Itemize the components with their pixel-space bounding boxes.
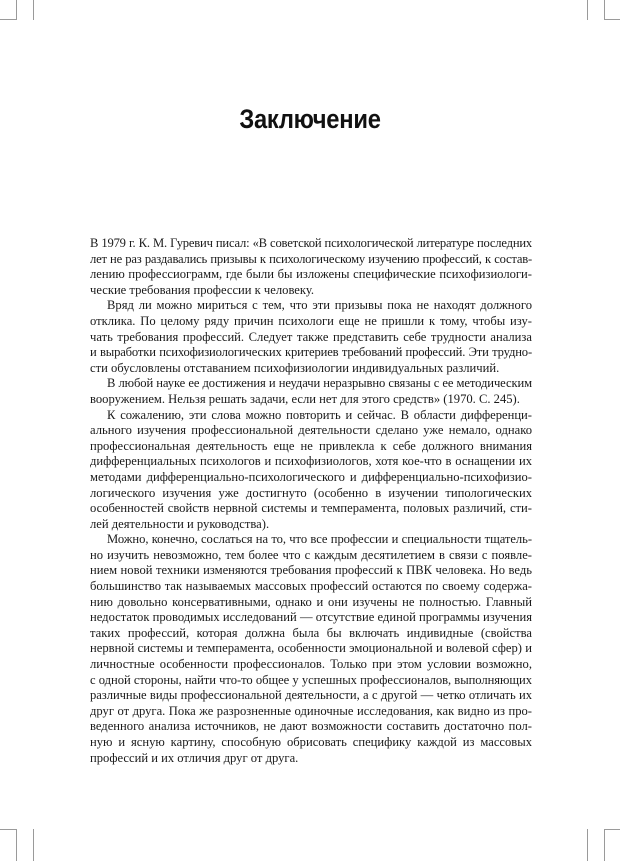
- text-line: сти обусловлены отставанием психофизиологии индивидуальных различий.: [90, 360, 500, 375]
- text-line: особенностей свойств нервной системы и темперамента, половых различий, сти-: [90, 501, 532, 516]
- text-line: веденного анализа источников, не дают возможности составить достаточно пол-: [90, 719, 532, 734]
- text-line: недостаток проводимых исследований — отсутствие единой программы изучения: [90, 610, 532, 625]
- text-line: чать требования профессий. Следует также представить себе трудности анализа: [90, 329, 532, 344]
- crop-mark-top-left: [33, 0, 34, 20]
- crop-mark-bottom-left-inner: [16, 829, 17, 861]
- text-line: с одной стороны, найти что-то общее у успешных профессионалов, выполняющих: [90, 672, 532, 687]
- text-line: таких профессий, которая должна была бы включать индивидные (свойства: [90, 625, 532, 640]
- paragraph: [90, 298, 532, 376]
- text-line: различные виды профессиональной деятельности, а с другой — четко отличать их: [90, 688, 532, 703]
- paragraph: [90, 532, 532, 766]
- crop-mark-top-right: [587, 0, 588, 20]
- crop-mark-top-left-h: [0, 19, 16, 20]
- text-line: но изучить невозможно, тем более что с каждым десятилетием в связи с появле-: [90, 547, 532, 562]
- crop-mark-top-right-inner: [604, 0, 605, 20]
- crop-mark-bottom-left: [33, 829, 34, 861]
- body-text: [90, 236, 532, 766]
- text-line: нием новой техники изменяются требования профессий к ПВК человека. Но ведь: [90, 563, 532, 578]
- text-line: дифференциальных психологов и психофизиологов, хотя кое-что в оснащении их: [90, 454, 532, 469]
- crop-mark-bottom-right-h: [604, 829, 620, 830]
- crop-mark-top-right-h: [604, 19, 620, 20]
- text-line: профессий и их отличия друг от друга.: [90, 750, 299, 765]
- text-line: личностные особенности профессионалов. Только при этом условии возможно,: [90, 657, 532, 672]
- text-line: В 1979 г. К. М. Гуревич писал: «В советской психологической литературе последних: [90, 236, 532, 250]
- paragraph: [90, 236, 532, 298]
- paragraph: [90, 376, 532, 407]
- text-line: профессиональная деятельность еще не привлекла к себе должного внимания: [90, 438, 532, 453]
- crop-mark-bottom-left-h: [0, 829, 16, 830]
- crop-mark-bottom-right-inner: [604, 829, 605, 861]
- paragraph: [90, 408, 532, 533]
- page-title: Заключение: [239, 104, 381, 134]
- text-line: логического изучения уже достигнуто (особенно в изучении типологических: [90, 485, 532, 500]
- text-line: нервной системы и темперамента, особенности эмоциональной и волевой сфер) и: [90, 641, 532, 656]
- text-line: отклика. По целому ряду причин психологи еще не пришли к тому, чтобы изу-: [90, 313, 532, 328]
- text-line: ную и ясную картину, способную обрисовать специфику каждой из массовых: [90, 735, 532, 749]
- text-line: Вряд ли можно мириться с тем, что эти призывы пока не находят должного: [107, 298, 532, 313]
- text-line: большинство так называемых массовых профессий остаются по своему содержа-: [90, 579, 532, 594]
- text-line: К сожалению, эти слова можно повторить и сейчас. В области дифференци-: [107, 407, 532, 422]
- text-line: ческие требования профессии к человеку.: [90, 282, 315, 297]
- text-line: Можно, конечно, сослаться на то, что все профессии и специальности тщатель-: [107, 532, 532, 547]
- text-line: методами дифференциально-психологического и дифференциально-психофизио-: [90, 469, 532, 484]
- text-line: вооружением. Нельзя решать задачи, если нет для этого средств» (1970. С. 245).: [90, 391, 520, 406]
- text-line: лет не раз раздавались призывы к психологическому изучению профессий, к состав-: [90, 251, 532, 266]
- text-line: друг от друга. Пока же разрозненные одиночные исследования, как видно из про-: [90, 703, 532, 718]
- crop-mark-bottom-right: [587, 829, 588, 861]
- text-line: нию довольно консервативными, однако и они изучены не полностью. Главный: [90, 594, 532, 609]
- text-line: В любой науке ее достижения и неудачи неразрывно связаны с ее методическим: [107, 376, 532, 391]
- text-line: ального изучения профессиональной деятельности сделано уже немало, однако: [90, 423, 532, 438]
- crop-mark-top-left-inner: [16, 0, 17, 20]
- text-line: и выработки психофизиологических критериев требований профессий. Эти трудно-: [90, 345, 532, 360]
- text-line: лению профессиограмм, где были бы изложены специфические психофизиологи-: [90, 267, 532, 282]
- text-line: лей деятельности и руководства).: [90, 516, 270, 531]
